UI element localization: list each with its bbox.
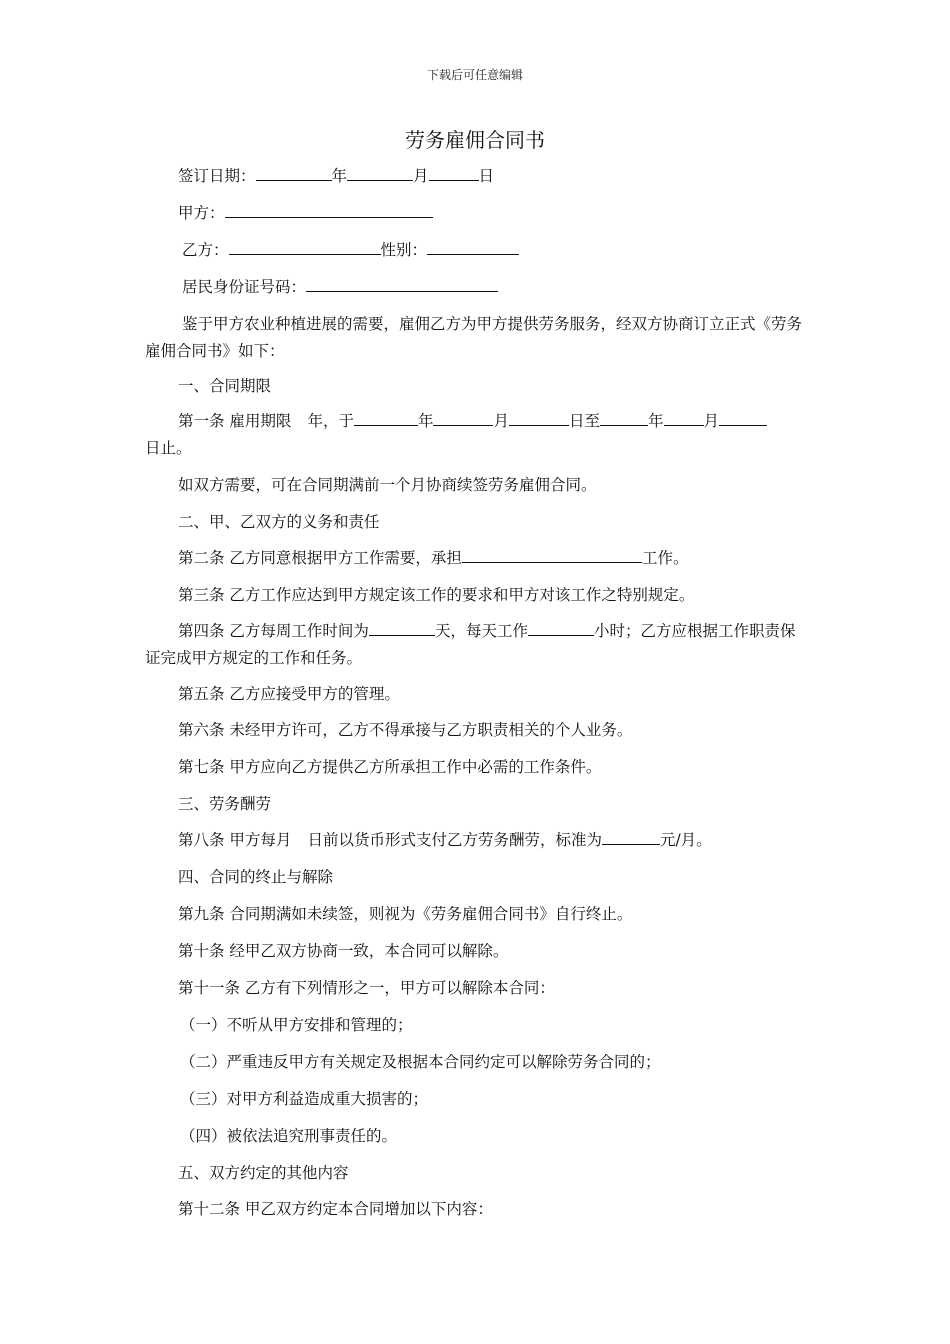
preamble-paragraph <box>145 311 810 365</box>
term-start-day-blank[interactable] <box>509 411 569 426</box>
article-4-paragraph <box>145 618 810 672</box>
article-4-p1: 第四条 乙方每周工作时间为 <box>178 622 369 640</box>
party-b-line <box>182 238 519 260</box>
gender-blank[interactable] <box>427 240 519 255</box>
sign-day-blank[interactable] <box>429 166 479 181</box>
article-2-prefix: 第二条 乙方同意根据甲方工作需要，承担 <box>178 549 462 567</box>
sign-month-label: 月 <box>413 167 429 185</box>
term-day-to-label: 日至 <box>568 412 600 430</box>
salary-blank[interactable] <box>602 830 660 845</box>
section-5-heading: 五、双方约定的其他内容 <box>178 1164 349 1182</box>
term-start-month-blank[interactable] <box>433 411 493 426</box>
article-1-mid: 年，于 <box>307 412 354 430</box>
party-b-label: 乙方： <box>182 241 229 259</box>
term-end-day-blank[interactable] <box>719 411 767 426</box>
id-number-blank[interactable] <box>306 277 498 292</box>
article-6-text: 第六条 未经甲方许可，乙方不得承接与乙方职责相关的个人业务。 <box>178 721 633 739</box>
id-number-line <box>182 275 498 297</box>
article-12-text: 第十二条 甲乙双方约定本合同增加以下内容： <box>178 1200 493 1218</box>
article-1-end: 日止。 <box>145 439 192 457</box>
article-4-p2: 天，每天工作 <box>434 622 528 640</box>
sign-year-label: 年 <box>331 167 348 185</box>
sign-year-blank[interactable] <box>256 166 332 181</box>
clause-item-1: （一）不听从甲方安排和管理的； <box>180 1016 413 1034</box>
article-2-suffix: 工作。 <box>641 549 689 567</box>
term-start-year-blank[interactable] <box>354 411 418 426</box>
id-number-label: 居民身份证号码： <box>182 278 307 296</box>
sign-date-line <box>178 164 494 186</box>
article-8-p2: 日前以货币形式支付乙方劳务酬劳，标准为 <box>307 831 602 849</box>
party-a-label: 甲方： <box>178 204 225 222</box>
clause-item-3: （三）对甲方利益造成重大损害的； <box>180 1090 429 1108</box>
page-title: 劳务雇佣合同书 <box>405 128 545 152</box>
term-end-year-label: 年 <box>648 412 664 430</box>
term-month-label: 月 <box>493 412 509 430</box>
party-b-blank[interactable] <box>229 240 381 255</box>
term-end-month-blank[interactable] <box>664 411 704 426</box>
term-end-month-label: 月 <box>703 412 720 430</box>
preamble-text: 鉴于甲方农业种植进展的需要，雇佣乙方为甲方提供劳务服务，经双方协商订立正式《劳务雇佣合同书》如下： <box>145 315 803 360</box>
article-8-p1: 第八条 甲方每月 <box>178 831 292 849</box>
renewal-text: 如双方需要，可在合同期满前一个月协商续签劳务雇佣合同。 <box>178 476 597 494</box>
clause-item-2: （二）严重违反甲方有关规定及根据本合同约定可以解除劳务合同的； <box>180 1053 661 1071</box>
article-5-text: 第五条 乙方应接受甲方的管理。 <box>178 685 400 703</box>
section-2-heading: 二、甲、乙双方的义务和责任 <box>178 513 380 531</box>
article-1-prefix: 第一条 雇用期限 <box>178 412 292 430</box>
sign-day-label: 日 <box>478 167 495 185</box>
section-3-heading: 三、劳务酬劳 <box>178 795 272 813</box>
article-2-line <box>178 546 688 568</box>
sign-month-blank[interactable] <box>347 166 413 181</box>
hours-per-day-blank[interactable] <box>528 621 594 636</box>
clause-item-4: （四）被依法追究刑事责任的。 <box>180 1127 398 1145</box>
party-a-line <box>178 201 433 223</box>
article-8-line <box>178 828 712 850</box>
article-3-text: 第三条 乙方工作应达到甲方规定该工作的要求和甲方对该工作之特别规定。 <box>178 586 695 604</box>
term-year-label: 年 <box>417 412 434 430</box>
job-title-blank[interactable] <box>462 548 642 563</box>
party-a-blank[interactable] <box>225 203 433 218</box>
article-8-p3: 元/月。 <box>659 831 712 849</box>
sign-date-label: 签订日期： <box>178 167 256 185</box>
article-7-text: 第七条 甲方应向乙方提供乙方所承担工作中必需的工作条件。 <box>178 758 602 776</box>
header-note: 下载后可任意编辑 <box>426 68 523 82</box>
term-end-year-blank[interactable] <box>600 411 648 426</box>
days-per-week-blank[interactable] <box>369 621 435 636</box>
section-1-heading: 一、合同期限 <box>178 377 272 395</box>
article-11-text: 第十一条 乙方有下列情形之一，甲方可以解除本合同： <box>178 979 555 997</box>
gender-label: 性别： <box>380 241 428 259</box>
article-1-paragraph <box>145 408 810 462</box>
article-9-text: 第九条 合同期满如未续签，则视为《劳务雇佣合同书》自行终止。 <box>178 905 633 923</box>
article-10-text: 第十条 经甲乙双方协商一致，本合同可以解除。 <box>178 942 509 960</box>
section-4-heading: 四、合同的终止与解除 <box>178 868 334 886</box>
article-4-p3: 小时；乙方应根据工作职责保证完成甲方规定的工作和任务。 <box>145 622 796 667</box>
